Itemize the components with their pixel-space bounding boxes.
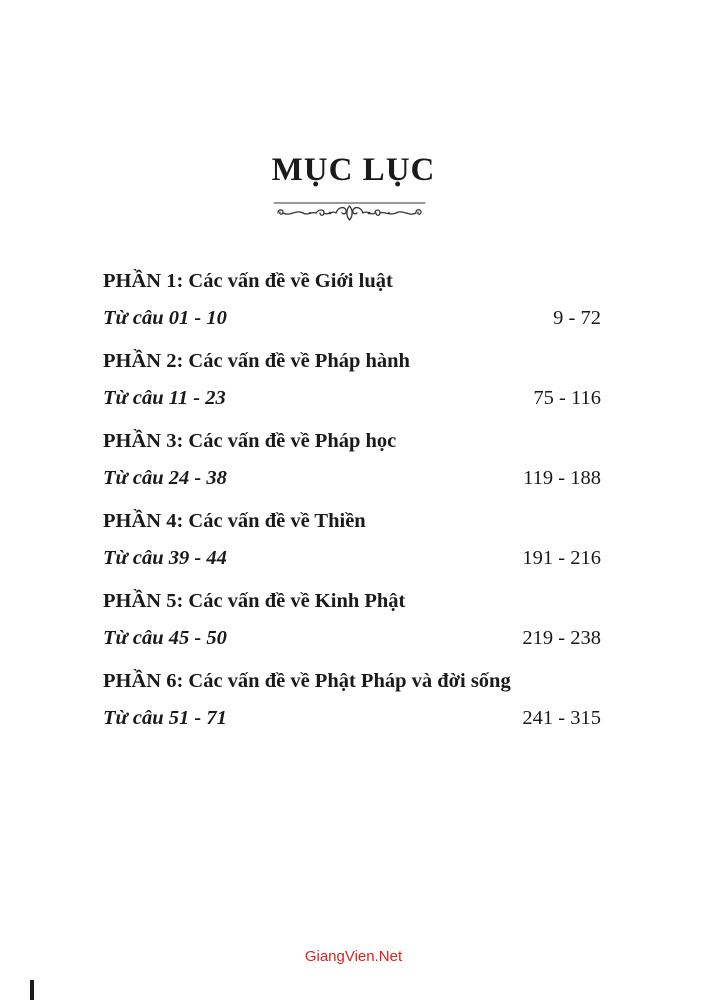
toc-section bbox=[103, 662, 601, 742]
toc-entry bbox=[103, 300, 601, 342]
section-heading: PHẦN 2: Các vấn đề về Pháp hành bbox=[103, 350, 410, 372]
page-range: 119 - 188 bbox=[523, 467, 601, 489]
toc-entry bbox=[103, 380, 601, 422]
table-of-contents bbox=[103, 262, 601, 742]
scroll-flourish-divider-icon bbox=[272, 200, 427, 224]
website-watermark: GiangVien.Net bbox=[304, 948, 403, 965]
toc-section bbox=[103, 422, 601, 502]
section-heading: PHẦN 1: Các vấn đề về Giới luật bbox=[103, 270, 393, 292]
page-title: MỤC LỤC bbox=[271, 152, 436, 188]
page-range: 9 - 72 bbox=[553, 307, 601, 329]
question-range: Từ câu 45 - 50 bbox=[103, 627, 227, 649]
question-range: Từ câu 51 - 71 bbox=[103, 707, 227, 729]
page-range: 75 - 116 bbox=[533, 387, 601, 409]
toc-section bbox=[103, 582, 601, 662]
scan-edge-mark bbox=[30, 980, 34, 1000]
section-heading: PHẦN 6: Các vấn đề về Phật Pháp và đời sống bbox=[103, 670, 511, 692]
toc-section bbox=[103, 342, 601, 422]
page-range: 219 - 238 bbox=[522, 627, 601, 649]
toc-entry bbox=[103, 540, 601, 582]
page-range: 191 - 216 bbox=[522, 547, 601, 569]
question-range: Từ câu 39 - 44 bbox=[103, 547, 227, 569]
toc-entry bbox=[103, 700, 601, 742]
question-range: Từ câu 01 - 10 bbox=[103, 307, 227, 329]
section-heading: PHẦN 3: Các vấn đề về Pháp học bbox=[103, 430, 397, 452]
question-range: Từ câu 11 - 23 bbox=[103, 387, 226, 409]
toc-section bbox=[103, 262, 601, 342]
toc-section bbox=[103, 502, 601, 582]
section-heading: PHẦN 5: Các vấn đề về Kinh Phật bbox=[103, 590, 406, 612]
toc-entry bbox=[103, 460, 601, 502]
toc-entry bbox=[103, 620, 601, 662]
question-range: Từ câu 24 - 38 bbox=[103, 467, 227, 489]
page-range: 241 - 315 bbox=[522, 707, 601, 729]
section-heading: PHẦN 4: Các vấn đề về Thiền bbox=[103, 510, 366, 532]
